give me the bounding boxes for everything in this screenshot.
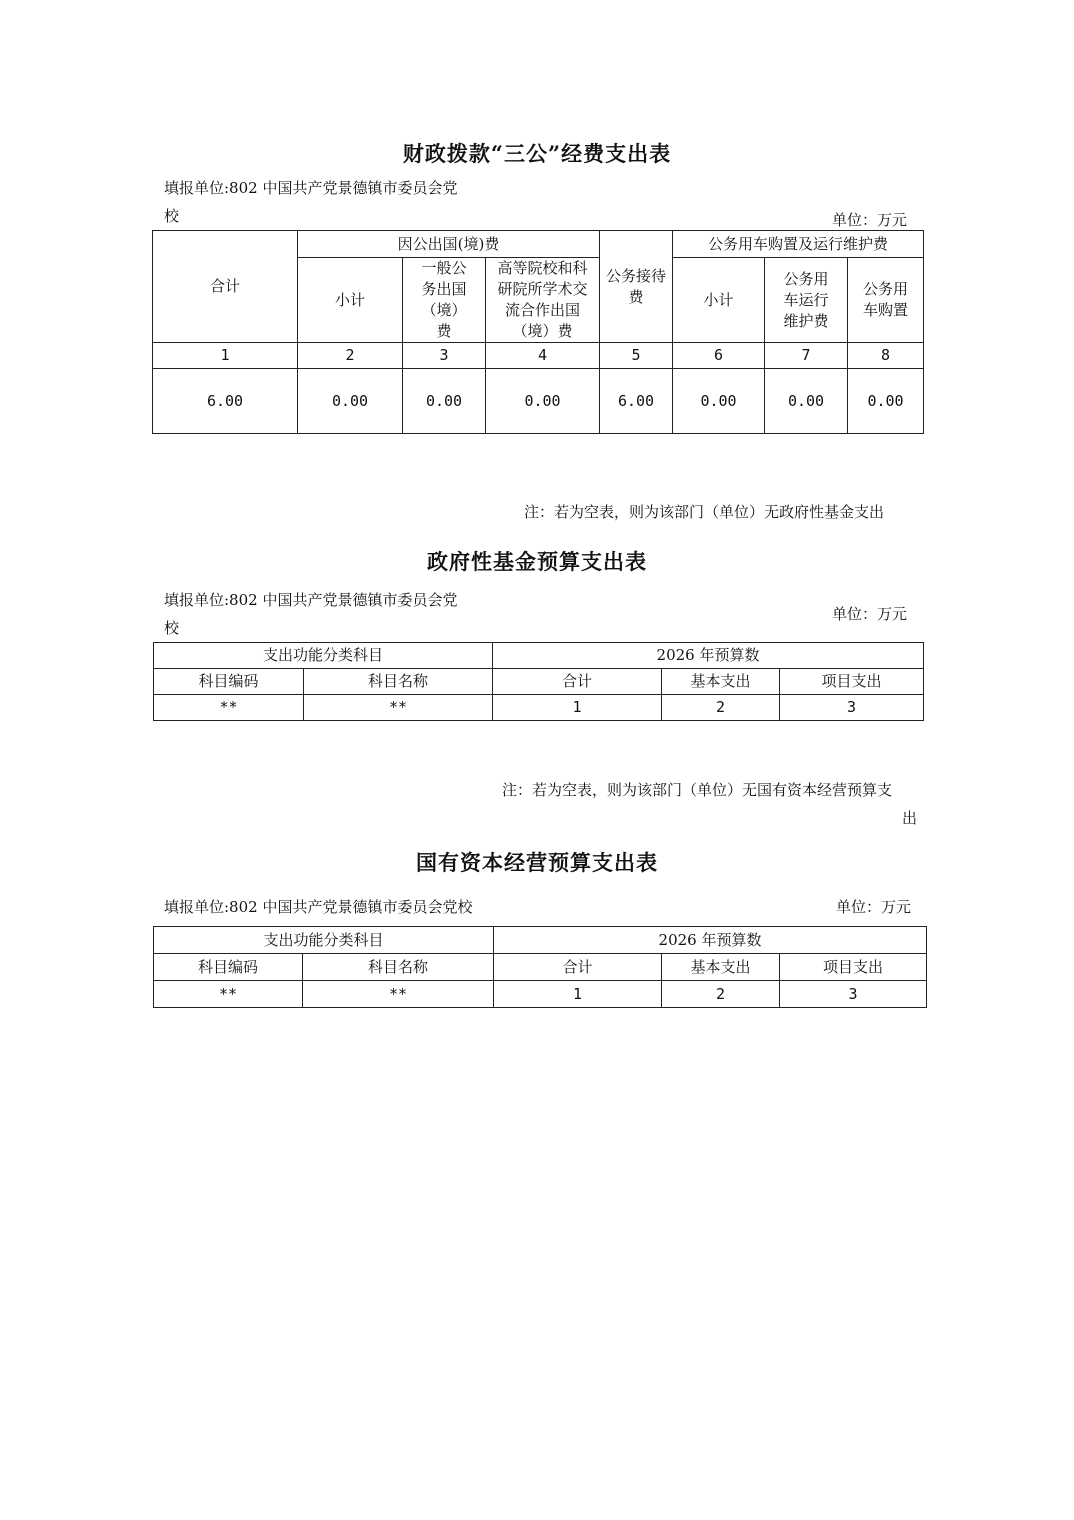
state-capital-table — [153, 926, 927, 1008]
header-reception: 公务接待费 — [600, 231, 673, 343]
three-public-expense-table — [152, 230, 924, 434]
col-total: 合计 — [493, 669, 662, 695]
table-cell: 1 — [493, 695, 662, 721]
table2-filler-label: 填报单位:802 中国共产党景德镇市委员会党 — [164, 591, 458, 609]
col-basic-expense: 基本支出 — [662, 669, 780, 695]
table-cell: 3 — [780, 695, 924, 721]
table-cell: 2 — [662, 981, 780, 1008]
table-cell: 2 — [662, 695, 780, 721]
table1-filler-label-cont: 校 — [164, 207, 180, 225]
header-total: 合计 — [153, 231, 298, 343]
group-function-category: 支出功能分类科目 — [154, 927, 494, 954]
index-cell: 6 — [673, 343, 765, 369]
index-cell: 2 — [298, 343, 403, 369]
col-project-expense: 项目支出 — [780, 954, 927, 981]
government-fund-table — [153, 642, 924, 721]
value-reception: 6.00 — [600, 369, 673, 434]
table1-filler-label: 填报单位:802 中国共产党景德镇市委员会党 — [164, 179, 458, 197]
col-subject-name: 科目名称 — [304, 669, 493, 695]
header-vehicle-purchase: 公务用车购置 — [848, 258, 924, 343]
table-cell: ** — [304, 695, 493, 721]
col-basic-expense: 基本支出 — [662, 954, 780, 981]
table-cell: ** — [154, 981, 303, 1008]
header-abroad-academic: 高等院校和科研院所学术交流合作出国（境）费 — [486, 258, 600, 343]
table3-title: 国有资本经营预算支出表 — [416, 850, 658, 875]
col-subject-code: 科目编码 — [154, 954, 303, 981]
index-cell: 4 — [486, 343, 600, 369]
index-cell: 8 — [848, 343, 924, 369]
header-abroad-general: 一般公务出国（境）费 — [403, 258, 486, 343]
index-cell: 5 — [600, 343, 673, 369]
note-state-capital: 注：若为空表，则为该部门（单位）无国有资本经营预算支 — [502, 781, 893, 799]
group-function-category: 支出功能分类科目 — [154, 643, 493, 669]
header-vehicle-subtotal: 小计 — [673, 258, 765, 343]
header-vehicle-operation: 公务用车运行维护费 — [765, 258, 848, 343]
value-abroad-subtotal: 0.00 — [298, 369, 403, 434]
header-vehicle-group: 公务用车购置及运行维护费 — [673, 231, 924, 258]
index-cell: 1 — [153, 343, 298, 369]
table1-unit: 单位：万元 — [832, 211, 908, 229]
value-vehicle-purchase: 0.00 — [848, 369, 924, 434]
value-vehicle-operation: 0.00 — [765, 369, 848, 434]
table3-filler-label: 填报单位:802 中国共产党景德镇市委员会党校 — [164, 898, 473, 916]
col-subject-name: 科目名称 — [303, 954, 494, 981]
table2-title: 政府性基金预算支出表 — [427, 549, 647, 574]
col-subject-code: 科目编码 — [154, 669, 304, 695]
header-abroad-group: 因公出国(境)费 — [298, 231, 600, 258]
table2-unit: 单位：万元 — [832, 605, 908, 623]
index-cell: 3 — [403, 343, 486, 369]
note-government-fund: 注：若为空表，则为该部门（单位）无政府性基金支出 — [524, 503, 885, 521]
table-cell: ** — [154, 695, 304, 721]
table1-title: 财政拨款“三公”经费支出表 — [402, 141, 672, 166]
value-abroad-general: 0.00 — [403, 369, 486, 434]
index-cell: 7 — [765, 343, 848, 369]
col-project-expense: 项目支出 — [780, 669, 924, 695]
note-state-capital-cont: 出 — [902, 809, 918, 827]
value-abroad-academic: 0.00 — [486, 369, 600, 434]
table3-unit: 单位：万元 — [836, 898, 912, 916]
group-budget-year: 2026 年预算数 — [494, 927, 927, 954]
value-vehicle-subtotal: 0.00 — [673, 369, 765, 434]
group-budget-year: 2026 年预算数 — [493, 643, 924, 669]
table2-filler-label-cont: 校 — [164, 619, 180, 637]
header-abroad-subtotal: 小计 — [298, 258, 403, 343]
col-total: 合计 — [494, 954, 662, 981]
table-cell: 1 — [494, 981, 662, 1008]
table-cell: ** — [303, 981, 494, 1008]
value-total: 6.00 — [153, 369, 298, 434]
table-cell: 3 — [780, 981, 927, 1008]
